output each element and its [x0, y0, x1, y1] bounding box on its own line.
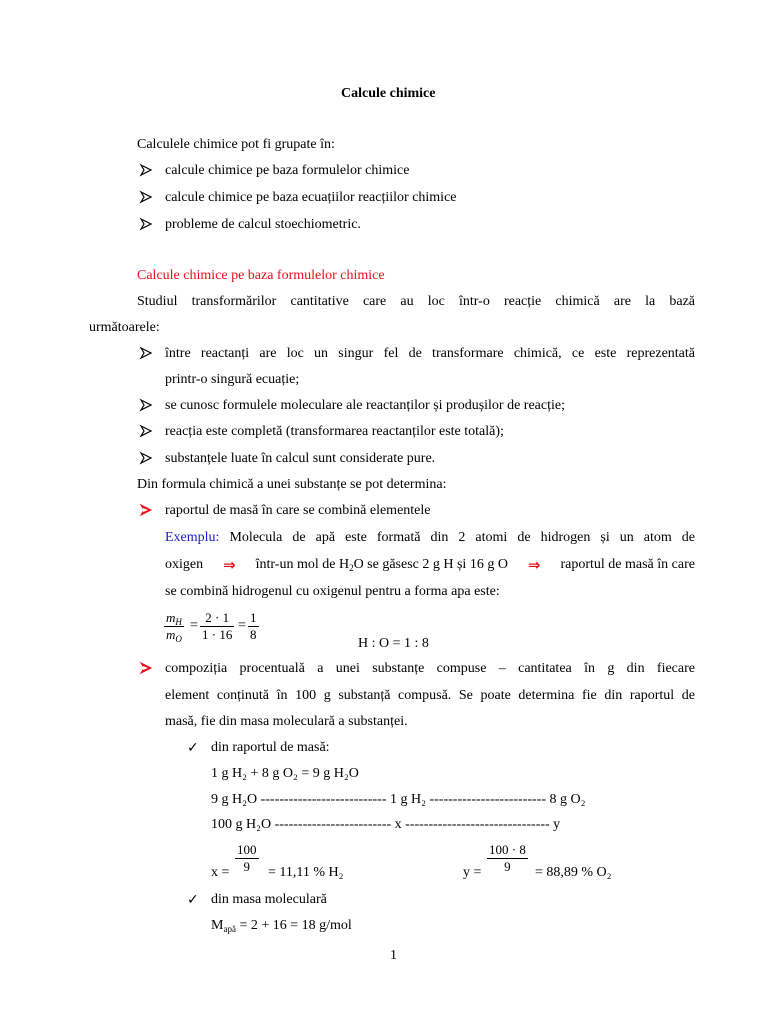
example-line1: Exemplu: Molecula de apă este formată din 2 atomi de hidrogen și un atom de [165, 530, 696, 545]
arrowhead-bullet-icon [139, 424, 153, 438]
study-paragraph-line2: următoarele: [89, 320, 160, 335]
equals-sign: = [238, 618, 246, 633]
checkmark-icon: ✓ [187, 892, 199, 908]
example-line3: se combină hidrogenul cu oxigenul pentru a forma apa este: [165, 584, 500, 599]
arrowhead-bullet-icon [139, 217, 153, 231]
x-result: = 11,11 % H₂ [268, 865, 344, 880]
mass-ratio-item: raportul de masă în care se combină elementele [165, 503, 431, 518]
list-item: probleme de calcul stoechiometric. [165, 217, 361, 232]
fraction-y: $\frac{100 \cdot 8}{9}$ [489, 842, 526, 874]
study-paragraph-line1: Studiul transformărilor cantitative care au loc într-o reacție chimică are la bază [137, 294, 695, 309]
list-item-continuation: printr-o singură ecuație; [165, 372, 300, 387]
double-arrow-icon: ⇒ [527, 556, 541, 574]
composition-line1: compoziția procentuală a unei substanțe compuse – cantitatea în g din fiecare [165, 661, 695, 676]
arrowhead-bullet-icon [139, 451, 153, 465]
section-heading: Calcule chimice pe baza formulelor chimice [137, 268, 385, 283]
list-item: calcule chimice pe baza formulelor chimice [165, 163, 410, 178]
example-line2: oxigen ⇒ într-un mol de $H_2O$ se găsesc 2 g H și 16 g O ⇒ raportul de masă în care [165, 556, 695, 574]
y-result: = 88,89 % O₂ [535, 865, 612, 880]
list-item: calcule chimice pe baza ecuațiilor reacțiilor chimice [165, 190, 457, 205]
mass-equation-3: 100 g H₂O ------------------------- x ------------------------------- y [211, 817, 561, 832]
composition-line3: masă, fie din masa moleculară a substanței. [165, 714, 408, 729]
ratio-result: H : O = 1 : 8 [358, 636, 429, 651]
arrowhead-bullet-icon [139, 398, 153, 412]
y-label: y = [463, 865, 482, 880]
list-item: reacția este completă (transformarea reactanților este totală); [165, 424, 504, 439]
arrowhead-bullet-icon [139, 346, 153, 360]
page-title: Calcule chimice [341, 86, 436, 101]
mass-equation-1: 1 g H₂ + 8 g O₂ = 9 g H₂O [211, 766, 359, 781]
composition-line2: element conținută în 100 g substanță compusă. Se poate determina fie din raportul de [165, 688, 695, 703]
arrowhead-bullet-icon [139, 503, 153, 517]
formula-intro: Din formula chimică a unei substanțe se pot determina: [137, 477, 447, 492]
example-label: Exemplu: [165, 530, 220, 545]
arrowhead-bullet-icon [139, 190, 153, 204]
from-molar-mass-label: din masa moleculară [211, 892, 327, 907]
fraction-mh-mo: $\frac{m_H}{m_O}$ [166, 610, 182, 644]
fraction-one-eighth: $\frac{1}{8}$ [250, 610, 257, 642]
fraction-middle: $\frac{2 \cdot 1}{1 \cdot 16}$ [202, 610, 233, 642]
intro-text: Calculele chimice pot fi grupate în: [137, 137, 335, 152]
list-item: între reactanți are loc un singur fel de transformare chimică, ce este reprezentată [165, 346, 695, 361]
equals-sign: = [190, 618, 198, 633]
x-label: x = [211, 865, 230, 880]
fraction-x: $\frac{100}{9}$ [237, 842, 257, 874]
double-arrow-icon: ⇒ [223, 556, 236, 574]
checkmark-icon: ✓ [187, 740, 199, 756]
mass-equation-2: 9 g H₂O --------------------------- 1 g H₂ ------------------------- 8 g O₂ [211, 792, 586, 807]
list-item: se cunosc formulele moleculare ale reactanților și produșilor de reacție; [165, 398, 565, 413]
page-number: 1 [390, 948, 397, 963]
from-mass-ratio-label: din raportul de masă: [211, 740, 330, 755]
arrowhead-bullet-icon [139, 661, 153, 675]
molar-mass-formula: $M_{apă} = 2 + 16 = 18$ g/mol [211, 918, 352, 934]
list-item: substanțele luate în calcul sunt considerate pure. [165, 451, 436, 466]
arrowhead-bullet-icon [139, 163, 153, 177]
